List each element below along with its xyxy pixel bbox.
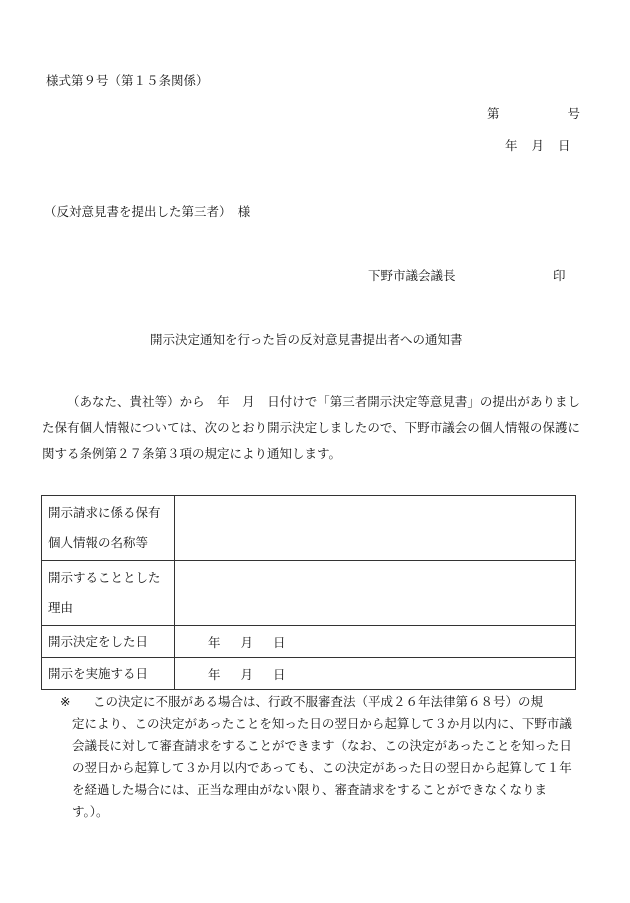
decision-day: 日 bbox=[273, 634, 286, 650]
table-row bbox=[42, 561, 576, 626]
document-number bbox=[487, 104, 580, 122]
table-row bbox=[42, 658, 576, 690]
reason-value bbox=[175, 561, 576, 626]
note-body: 定により、この決定があったことを知った日の翌日から起算して３か月以内に、下野市議会議長に対して審査請求をすることができます（なお、この決定があったことを知った日の翌日から起算して３か月以内であっても、この決定があった日の翌日から起算して１年を経過した場合には、正当な理由がない限り、審査請求をすることができなくなります。）。 bbox=[72, 716, 572, 819]
implementation-date-label: 開示を実施する日 bbox=[42, 658, 175, 690]
addressee: （反対意見書を提出した第三者） 様 bbox=[44, 204, 251, 219]
info-name-value bbox=[175, 496, 576, 561]
reason-label-line2: 理由 bbox=[48, 600, 74, 615]
decision-month: 月 bbox=[240, 634, 254, 650]
implementation-date-value bbox=[175, 658, 576, 690]
document-number-prefix: 第 bbox=[487, 106, 500, 121]
decision-year: 年 bbox=[208, 634, 221, 650]
table-row bbox=[42, 496, 576, 561]
document-title: 開示決定通知を行った旨の反対意見書提出者への通知書 bbox=[150, 332, 463, 347]
decision-date-label: 開示決定をした日 bbox=[42, 626, 175, 658]
info-name-label bbox=[42, 496, 175, 561]
note-first-line: この決定に不服がある場合は、行政不服審査法（平成２６年法律第６８号）の規 bbox=[93, 694, 544, 709]
implementation-day: 日 bbox=[273, 666, 286, 682]
reason-label bbox=[42, 561, 175, 626]
implementation-month: 月 bbox=[240, 666, 254, 682]
decision-date-value bbox=[175, 626, 576, 658]
seal-mark: 印 bbox=[553, 268, 566, 283]
date-day: 日 bbox=[558, 138, 571, 153]
form-number: 様式第９号（第１５条関係） bbox=[46, 73, 209, 88]
details-table bbox=[41, 495, 576, 690]
sender-name: 下野市議会議長 bbox=[368, 268, 456, 283]
reason-label-line1: 開示することとした bbox=[48, 570, 161, 585]
info-name-label-line1: 開示請求に係る保有 bbox=[48, 505, 161, 520]
date-year: 年 bbox=[505, 138, 518, 153]
notice-body: （あなた、貴社等）から 年 月 日付けで「第三者開示決定等意見書」の提出がありました保有個人情報については、次のとおり開示決定しましたので、下野市議会の個人情報の保護に関する条例第２７条第３項の規定により通知します。 bbox=[42, 394, 580, 461]
appeal-note bbox=[60, 691, 578, 823]
date-month: 月 bbox=[531, 138, 545, 153]
note-mark: ※ bbox=[60, 694, 71, 709]
table-row bbox=[42, 626, 576, 658]
document-number-suffix: 号 bbox=[567, 106, 581, 121]
info-name-label-line2: 個人情報の名称等 bbox=[48, 535, 149, 550]
document-date bbox=[505, 136, 571, 154]
implementation-year: 年 bbox=[208, 666, 221, 682]
